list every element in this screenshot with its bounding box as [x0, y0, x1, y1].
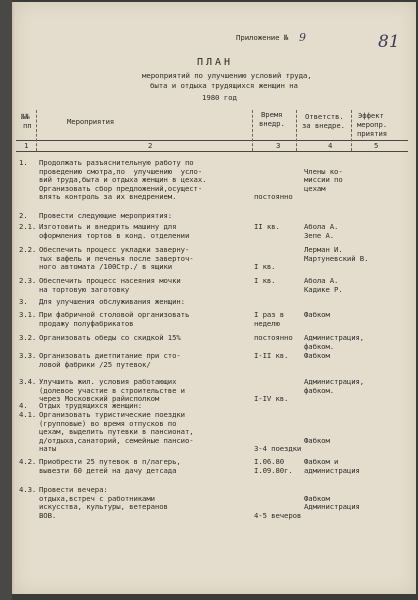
subtitle-line-2: быта и отдыха трудящихся женщин на: [150, 81, 298, 90]
measure-text-line: Провести следующие мероприятия:: [39, 211, 173, 220]
responsible-text: администрация: [304, 465, 360, 475]
row-number: 4.: [19, 401, 28, 410]
row-number: 4.2.: [19, 457, 37, 466]
col-divider-1: [36, 110, 37, 151]
measure-text-line: ловой фабрики /25 путевок/: [39, 359, 151, 369]
responsible-text: Фабком: [304, 435, 330, 445]
measure-text-line: тых вафель и печенья после заверточ-: [39, 253, 194, 263]
responsible-text: Фабком и: [304, 457, 339, 466]
measure-text-line: Продолжать разъяснительную работу по: [39, 158, 194, 167]
row-number: 4.3.: [19, 485, 37, 494]
responsible-text: Фабком: [304, 351, 330, 360]
col-index-2: 2: [148, 141, 153, 150]
measure-text-line: При фабричной столовой организовать: [39, 310, 190, 319]
responsible-text: цехам: [304, 183, 326, 193]
measure-text-line: (групповые) во время отпусков по: [39, 418, 177, 428]
row-number: 2.1.: [19, 222, 37, 231]
measure-text-line: цехам, выделить путевки в пансионат,: [39, 427, 194, 437]
measure-text-line: Организовать сбор предложений,осущест-: [39, 183, 203, 193]
responsible-text: Администрация,: [304, 333, 365, 342]
measure-text-line: Приобрести 25 путевок в п/лагерь,: [39, 457, 181, 466]
col-index-1: 1: [24, 141, 29, 150]
col-index-4: 4: [328, 141, 333, 150]
header-rule-bottom: [16, 151, 408, 152]
binding-edge: [0, 0, 12, 600]
measure-text-line: влять контроль за их внедрением.: [39, 192, 177, 202]
document-title: ПЛАН: [197, 57, 234, 68]
row-number: 3.2.: [19, 333, 37, 342]
time-text: II кв.: [254, 222, 280, 231]
measure-text-line: ВОВ.: [39, 510, 57, 520]
col-divider-4: [351, 110, 352, 151]
col-effect-header-1: Эффект: [358, 111, 384, 120]
measure-text-line: Отдых трудящихся женщин:: [39, 401, 143, 410]
measure-text-line: Обеспечить процесс насеяния мочки: [39, 276, 181, 285]
folio-number: 81: [378, 32, 400, 52]
responsible-text: фабком.: [304, 385, 335, 395]
measure-text-line: Организовать обеды со скидкой 15%: [39, 333, 181, 342]
measure-text-line: вывезти 60 детей на дачу детсада: [39, 465, 177, 475]
col-divider-2: [252, 110, 253, 151]
measure-text-line: Обеспечить процесс укладки заверну-: [39, 245, 190, 254]
measure-text-line: Организовать туристические поездки: [39, 410, 185, 419]
responsible-text: Лерман И.: [304, 245, 343, 254]
col-num-header-2: пп: [23, 121, 32, 130]
time-text: I кв.: [254, 276, 276, 285]
subtitle-line-1: мероприятий по улучшению условий труда,: [142, 71, 312, 80]
responsible-text: Администрация,: [304, 377, 365, 386]
time-text: I.06.80: [254, 457, 285, 466]
row-number: 3.3.: [19, 351, 37, 360]
responsible-text: Кадике Р.: [304, 284, 343, 294]
col-measure-header: Мероприятия: [67, 117, 115, 126]
time-text: I раз в: [254, 310, 285, 319]
responsible-text: Члены ко-: [304, 166, 343, 176]
measure-text-line: отдыха,встреч с работниками: [39, 493, 155, 503]
responsible-text: фабком.: [304, 341, 335, 351]
appendix-label: Приложение №: [236, 33, 289, 42]
measure-text-line: вий труда,быта и отдыха женщин в цехах.: [39, 175, 207, 185]
measure-text-line: через Московский райисполком: [39, 394, 160, 404]
measure-text-line: наты: [39, 444, 57, 454]
responsible-text: Абола А.: [304, 222, 339, 231]
measure-text-line: ного автомата /100Стр./ в ящики: [39, 262, 173, 272]
measure-text-line: проведению смотра,по улучшению усло-: [39, 166, 203, 176]
row-number: 2.3.: [19, 276, 37, 285]
row-number: 2.: [19, 211, 28, 220]
row-number: 3.: [19, 297, 28, 306]
responsible-text: Фабком: [304, 310, 330, 319]
measure-text-line: Для улучшения обслуживания женщин:: [39, 297, 185, 306]
responsible-text: миссии по: [304, 175, 343, 185]
responsible-text: Фабком: [304, 493, 330, 503]
subtitle-line-3: 1980 год: [202, 93, 237, 102]
time-text: 4-5 вечеров: [254, 510, 302, 520]
appendix-number: 9: [299, 31, 306, 44]
row-number: 4.1.: [19, 410, 37, 419]
col-resp-header-2: за внедре.: [302, 121, 345, 130]
measure-text-line: Организовать диетпитание при сто-: [39, 351, 181, 360]
time-text: I кв.: [254, 262, 276, 272]
header-rule-top: [16, 140, 408, 141]
col-divider-3: [296, 110, 297, 151]
col-time-header-1: Время: [261, 110, 283, 119]
measure-text-line: Изготовить и внедрить машину для: [39, 222, 177, 231]
time-text: постоянно: [254, 192, 293, 202]
row-number: 2.2.: [19, 245, 37, 254]
col-time-header-2: внедр.: [259, 119, 285, 128]
time-text: постоянно: [254, 333, 293, 342]
document-page: [12, 2, 416, 594]
col-effect-header-2: меропр.: [357, 120, 388, 129]
time-text: I-II кв.: [254, 351, 289, 360]
col-num-header-1: №№: [21, 112, 30, 121]
measure-text-line: Провести вечера:: [39, 485, 108, 494]
col-resp-header-1: Ответств.: [305, 112, 344, 121]
measure-text-line: искусства, культуры, ветеранов: [39, 502, 168, 512]
row-number: 3.4.: [19, 377, 37, 386]
row-number: 1.: [19, 158, 28, 167]
responsible-text: Мартуневский В.: [304, 253, 369, 263]
time-text: неделю: [254, 318, 280, 328]
measure-text-line: (долевое участие в строительстве и: [39, 385, 185, 395]
measure-text-line: Улучшить жил. условия работающих: [39, 377, 177, 386]
time-text: I-IV кв.: [254, 394, 289, 404]
row-number: 3.1.: [19, 310, 37, 319]
measure-text-line: д/отдыха,санаторий, семейные пансио-: [39, 435, 194, 445]
time-text: I.09.80г.: [254, 465, 293, 475]
time-text: 3-4 поездки: [254, 444, 302, 454]
col-index-5: 5: [374, 141, 379, 150]
measure-text-line: продажу полуфабрикатов: [39, 318, 134, 328]
measure-text-line: на тортовую заготовку: [39, 284, 130, 294]
responsible-text: Абола А.: [304, 276, 339, 285]
responsible-text: Администрация: [304, 502, 360, 512]
col-effect-header-3: приятия: [357, 129, 388, 138]
responsible-text: Зепе А.: [304, 230, 335, 240]
col-index-3: 3: [276, 141, 281, 150]
measure-text-line: оформления тортов в конд. отделении: [39, 230, 190, 240]
